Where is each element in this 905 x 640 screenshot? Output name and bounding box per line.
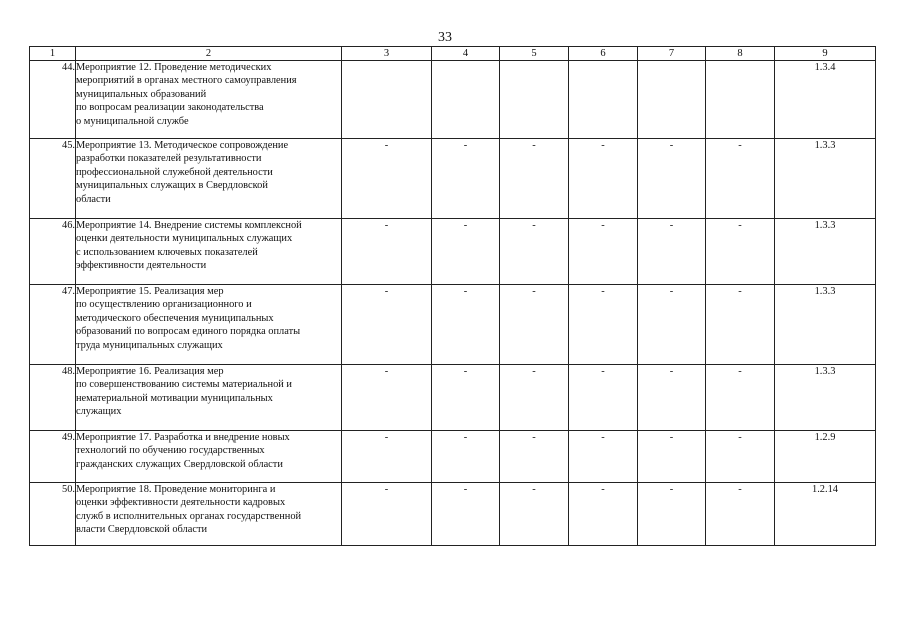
description-line: Мероприятие 17. Разработка и внедрение новых [76,432,290,443]
description-line: по осуществлению организационного и [76,299,252,311]
column-7-value [638,61,706,139]
description-line: муниципальных служащих в Свердловской [76,180,268,192]
header-cell-7: 7 [638,47,706,61]
description-line: муниципальных образований [76,88,207,100]
column-8-value: - [706,219,775,285]
row-number: 44. [30,61,76,139]
column-6-value: - [569,483,638,546]
description-line: технологий по обучению государственных [76,445,265,457]
description-line: Мероприятие 14. Внедрение системы комплексной [76,220,302,231]
column-4-value: - [432,365,500,431]
description-line: с использованием ключевых показателей [76,246,258,258]
description-line: труда муниципальных служащих [76,339,223,351]
table-row [30,139,876,219]
header-cell-5: 5 [500,47,569,61]
column-4-value: - [432,219,500,285]
description-line: о муниципальной службе [76,115,189,127]
column-3-value: - [342,483,432,546]
table-row [30,285,876,365]
column-7-value: - [638,431,706,483]
measure-description [76,285,342,365]
description-line: области [76,193,111,205]
row-number: 45. [30,139,76,219]
header-cell-1: 1 [30,47,76,61]
column-3-value: - [342,219,432,285]
description-line: Мероприятие 12. Проведение методических [76,62,272,73]
column-4-value: - [432,139,500,219]
column-8-value: - [706,365,775,431]
description-line: мероприятий в органах местного самоуправления [76,75,297,87]
target-indicator-code: 1.3.3 [775,139,876,219]
row-number: 48. [30,365,76,431]
column-3-value: - [342,431,432,483]
column-3-value: - [342,285,432,365]
column-3-value: - [342,139,432,219]
column-3-value: - [342,365,432,431]
column-5-value: - [500,365,569,431]
column-7-value: - [638,365,706,431]
column-5-value [500,61,569,139]
column-6-value: - [569,365,638,431]
table-row [30,431,876,483]
column-8-value: - [706,285,775,365]
measure-description [76,139,342,219]
column-5-value: - [500,139,569,219]
description-line: оценки эффективности деятельности кадровых [76,497,286,509]
header-cell-4: 4 [432,47,500,61]
description-line: по вопросам реализации законодательства [76,102,264,114]
table-row [30,61,876,139]
column-7-value: - [638,139,706,219]
column-4-value [432,61,500,139]
description-line: разработки показателей результативности [76,153,262,165]
measure-description [76,483,342,546]
measure-description [76,219,342,285]
description-line: по совершенствованию системы материальной и [76,379,292,391]
column-8-value: - [706,431,775,483]
measure-description [76,365,342,431]
column-6-value: - [569,219,638,285]
target-indicator-code: 1.3.3 [775,365,876,431]
column-3-value [342,61,432,139]
column-8-value [706,61,775,139]
column-4-value: - [432,483,500,546]
column-7-value: - [638,219,706,285]
target-indicator-code: 1.3.4 [775,61,876,139]
table-row [30,219,876,285]
column-8-value: - [706,139,775,219]
row-number: 46. [30,219,76,285]
description-line: профессиональной служебной деятельности [76,166,273,178]
header-cell-9: 9 [775,47,876,61]
description-line: гражданских служащих Свердловской области [76,458,283,470]
column-6-value: - [569,285,638,365]
description-line: нематериальной мотивации муниципальных [76,392,273,404]
description-line: Мероприятие 18. Проведение мониторинга и [76,484,276,495]
column-4-value: - [432,431,500,483]
column-4-value: - [432,285,500,365]
header-cell-2: 2 [76,47,342,61]
target-indicator-code: 1.3.3 [775,285,876,365]
description-line: служащих [76,406,122,418]
header-row [30,47,876,61]
description-line: Мероприятие 13. Методическое сопровождение [76,140,289,151]
header-cell-3: 3 [342,47,432,61]
header-cell-6: 6 [569,47,638,61]
target-indicator-code: 1.2.9 [775,431,876,483]
table-row [30,483,876,546]
target-indicator-code: 1.2.14 [775,483,876,546]
column-5-value: - [500,219,569,285]
column-6-value: - [569,139,638,219]
description-line: Мероприятие 16. Реализация мер [76,366,224,377]
column-6-value: - [569,431,638,483]
description-line: служб в исполнительных органах государственной [76,510,302,522]
target-indicator-code: 1.3.3 [775,219,876,285]
column-6-value [569,61,638,139]
column-5-value: - [500,285,569,365]
description-line: власти Свердловской области [76,524,208,536]
description-line: образований по вопросам единого порядка оплаты [76,326,301,338]
column-8-value: - [706,483,775,546]
row-number: 50. [30,483,76,546]
column-5-value: - [500,483,569,546]
header-cell-8: 8 [706,47,775,61]
page-number: 33 [438,30,452,45]
row-number: 47. [30,285,76,365]
row-number: 49. [30,431,76,483]
column-7-value: - [638,483,706,546]
table-row [30,365,876,431]
description-line: методического обеспечения муниципальных [76,312,274,324]
description-line: оценки деятельности муниципальных служащих [76,233,293,245]
table-body [30,61,876,546]
measures-table [29,46,876,546]
measure-description [76,431,342,483]
measure-description [76,61,342,139]
description-line: Мероприятие 15. Реализация мер [76,286,224,297]
column-5-value: - [500,431,569,483]
description-line: эффективности деятельности [76,260,207,272]
column-7-value: - [638,285,706,365]
